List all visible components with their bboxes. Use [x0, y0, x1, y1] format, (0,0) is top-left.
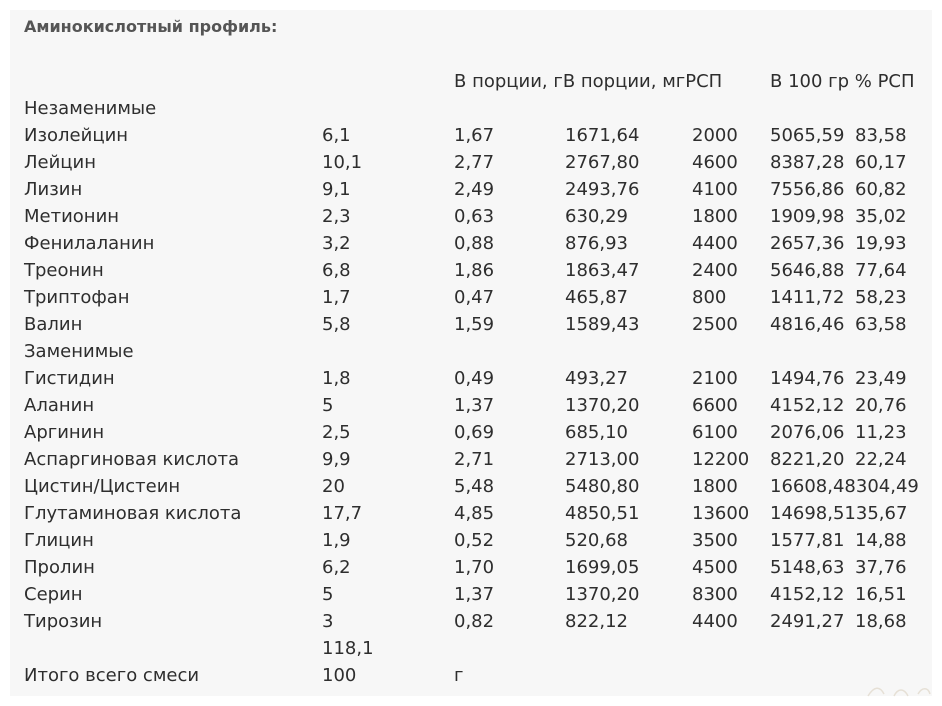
value-cell-v5: 1494,76	[770, 368, 845, 389]
value-cell-v4: 4500	[692, 557, 738, 578]
value-cell-v5: 8221,20	[770, 449, 845, 470]
value-cell-v4: 4400	[692, 611, 738, 632]
total-unit: г	[454, 665, 464, 686]
value-cell-v4: 4400	[692, 233, 738, 254]
value-cell-v2: 0,52	[454, 530, 495, 551]
value-cell-v6: 16,51	[855, 584, 907, 605]
value-cell-v5: 7556,86	[770, 179, 845, 200]
value-cell-v3: 1699,05	[565, 557, 640, 578]
value-cell-v6: 23,49	[855, 368, 907, 389]
value-cell-v5: 1577,81	[770, 530, 845, 551]
value-cell-v5: 4152,12	[770, 395, 845, 416]
value-cell-v1: 6,2	[322, 557, 351, 578]
value-cell-v3: 630,29	[565, 206, 628, 227]
amino-acid-name: Треонин	[24, 260, 104, 281]
value-cell-v4: 2100	[692, 368, 738, 389]
value-cell-v2: 1,86	[454, 260, 495, 281]
value-cell-v2: 1,37	[454, 584, 495, 605]
value-cell-v5: 2491,27	[770, 611, 845, 632]
value-cell-v3: 1671,64	[565, 125, 640, 146]
value-cell-v3: 4850,51	[565, 503, 640, 524]
value-cell-v4: 12200	[692, 449, 750, 470]
value-cell-v1: 1,9	[322, 530, 351, 551]
section-label: Заменимые	[24, 341, 134, 362]
value-cell-v6: 37,76	[855, 557, 907, 578]
value-cell-v3: 876,93	[565, 233, 628, 254]
value-cell-v3: 1370,20	[565, 395, 640, 416]
value-cell-v2: 0,82	[454, 611, 495, 632]
value-cell-v5: 5646,88	[770, 260, 845, 281]
value-cell-v3: 685,10	[565, 422, 628, 443]
value-cell-v6: 77,64	[855, 260, 907, 281]
amino-acid-name: Лейцин	[24, 152, 97, 173]
sum-value: 118,1	[322, 638, 374, 659]
value-cell-v5: 4152,12	[770, 584, 845, 605]
value-cell-v2: 0,69	[454, 422, 495, 443]
value-cell-v2: 2,49	[454, 179, 495, 200]
value-cell-v1: 6,1	[322, 125, 351, 146]
amino-acid-name: Аланин	[24, 395, 95, 416]
page-title: Аминокислотный профиль:	[24, 17, 278, 36]
value-cell-v1: 3,2	[322, 233, 351, 254]
value-cell-v1: 1,7	[322, 287, 351, 308]
value-cell-v5: 1909,98	[770, 206, 845, 227]
value-cell-v6: 63,58	[855, 314, 907, 335]
amino-acid-name: Изолейцин	[24, 125, 129, 146]
section-label: Незаменимые	[24, 98, 157, 119]
value-cell-v6: 60,82	[855, 179, 907, 200]
value-cell-v4: 13600	[692, 503, 750, 524]
value-cell-v6: 11,23	[855, 422, 907, 443]
total-label: Итого всего смеси	[24, 665, 200, 686]
value-cell-v2: 1,70	[454, 557, 495, 578]
value-cell-v5: 5148,63	[770, 557, 845, 578]
value-cell-v2: 1,59	[454, 314, 495, 335]
value-cell-v5: 16608,48304,49	[770, 476, 919, 497]
value-cell-v1: 20	[322, 476, 345, 497]
value-cell-v3: 2493,76	[565, 179, 640, 200]
value-cell-v2: 2,71	[454, 449, 495, 470]
value-cell-v3: 493,27	[565, 368, 628, 389]
amino-acid-name: Фенилаланин	[24, 233, 155, 254]
value-cell-v4: 1800	[692, 206, 738, 227]
value-cell-v5: 4816,46	[770, 314, 845, 335]
value-cell-v2: 2,77	[454, 152, 495, 173]
value-cell-v2: 1,37	[454, 395, 495, 416]
value-cell-v4: 6100	[692, 422, 738, 443]
value-cell-v5: 2657,36	[770, 233, 845, 254]
value-cell-v1: 1,8	[322, 368, 351, 389]
amino-acid-name: Пролин	[24, 557, 95, 578]
value-cell-v2: 0,63	[454, 206, 495, 227]
value-cell-v1: 17,7	[322, 503, 363, 524]
value-cell-v5: 5065,59	[770, 125, 845, 146]
value-cell-v1: 6,8	[322, 260, 351, 281]
value-cell-v2: 1,67	[454, 125, 495, 146]
column-header-serving: В порции, гВ порции, мгРСП	[454, 71, 723, 92]
amino-acid-name: Триптофан	[24, 287, 130, 308]
value-cell-v3: 822,12	[565, 611, 628, 632]
value-cell-v1: 2,5	[322, 422, 351, 443]
value-cell-v5: 8387,28	[770, 152, 845, 173]
value-cell-v3: 1370,20	[565, 584, 640, 605]
value-cell-v2: 0,47	[454, 287, 495, 308]
value-cell-v6: 58,23	[855, 287, 907, 308]
value-cell-v5: 2076,06	[770, 422, 845, 443]
value-cell-v3: 2713,00	[565, 449, 640, 470]
amino-acid-name: Глицин	[24, 530, 94, 551]
amino-acid-name: Серин	[24, 584, 83, 605]
value-cell-v6: 35,02	[855, 206, 907, 227]
value-cell-v1: 5	[322, 584, 334, 605]
decorative-sketch-icon	[864, 684, 934, 698]
amino-acid-name: Валин	[24, 314, 83, 335]
value-cell-v3: 5480,80	[565, 476, 640, 497]
value-cell-v4: 4100	[692, 179, 738, 200]
column-header-per-100g: В 100 гр % РСП	[770, 71, 915, 92]
value-cell-v1: 10,1	[322, 152, 363, 173]
value-cell-v3: 520,68	[565, 530, 628, 551]
value-cell-v3: 2767,80	[565, 152, 640, 173]
value-cell-v2: 5,48	[454, 476, 495, 497]
value-cell-v1: 9,9	[322, 449, 351, 470]
amino-acid-name: Метионин	[24, 206, 120, 227]
value-cell-v6: 18,68	[855, 611, 907, 632]
value-cell-v4: 4600	[692, 152, 738, 173]
value-cell-v4: 2400	[692, 260, 738, 281]
value-cell-v6: 19,93	[855, 233, 907, 254]
value-cell-v4: 800	[692, 287, 727, 308]
value-cell-v6: 60,17	[855, 152, 907, 173]
value-cell-v6: 22,24	[855, 449, 907, 470]
value-cell-v5: 14698,5135,67	[770, 503, 908, 524]
value-cell-v4: 2000	[692, 125, 738, 146]
value-cell-v3: 1863,47	[565, 260, 640, 281]
value-cell-v6: 83,58	[855, 125, 907, 146]
value-cell-v4: 6600	[692, 395, 738, 416]
amino-acid-name: Аспаргиновая кислота	[24, 449, 240, 470]
amino-acid-name: Глутаминовая кислота	[24, 503, 242, 524]
value-cell-v1: 3	[322, 611, 334, 632]
value-cell-v6: 14,88	[855, 530, 907, 551]
value-cell-v1: 9,1	[322, 179, 351, 200]
amino-acid-name: Тирозин	[24, 611, 103, 632]
value-cell-v1: 5	[322, 395, 334, 416]
amino-acid-name: Аргинин	[24, 422, 105, 443]
amino-acid-name: Гистидин	[24, 368, 115, 389]
value-cell-v3: 1589,43	[565, 314, 640, 335]
total-value: 100	[322, 665, 357, 686]
value-cell-v2: 0,88	[454, 233, 495, 254]
value-cell-v1: 5,8	[322, 314, 351, 335]
value-cell-v4: 1800	[692, 476, 738, 497]
value-cell-v4: 8300	[692, 584, 738, 605]
amino-acid-name: Цистин/Цистеин	[24, 476, 181, 497]
value-cell-v3: 465,87	[565, 287, 628, 308]
value-cell-v4: 3500	[692, 530, 738, 551]
value-cell-v6: 20,76	[855, 395, 907, 416]
value-cell-v5: 1411,72	[770, 287, 845, 308]
value-cell-v2: 0,49	[454, 368, 495, 389]
value-cell-v4: 2500	[692, 314, 738, 335]
amino-acid-name: Лизин	[24, 179, 83, 200]
value-cell-v2: 4,85	[454, 503, 495, 524]
value-cell-v1: 2,3	[322, 206, 351, 227]
